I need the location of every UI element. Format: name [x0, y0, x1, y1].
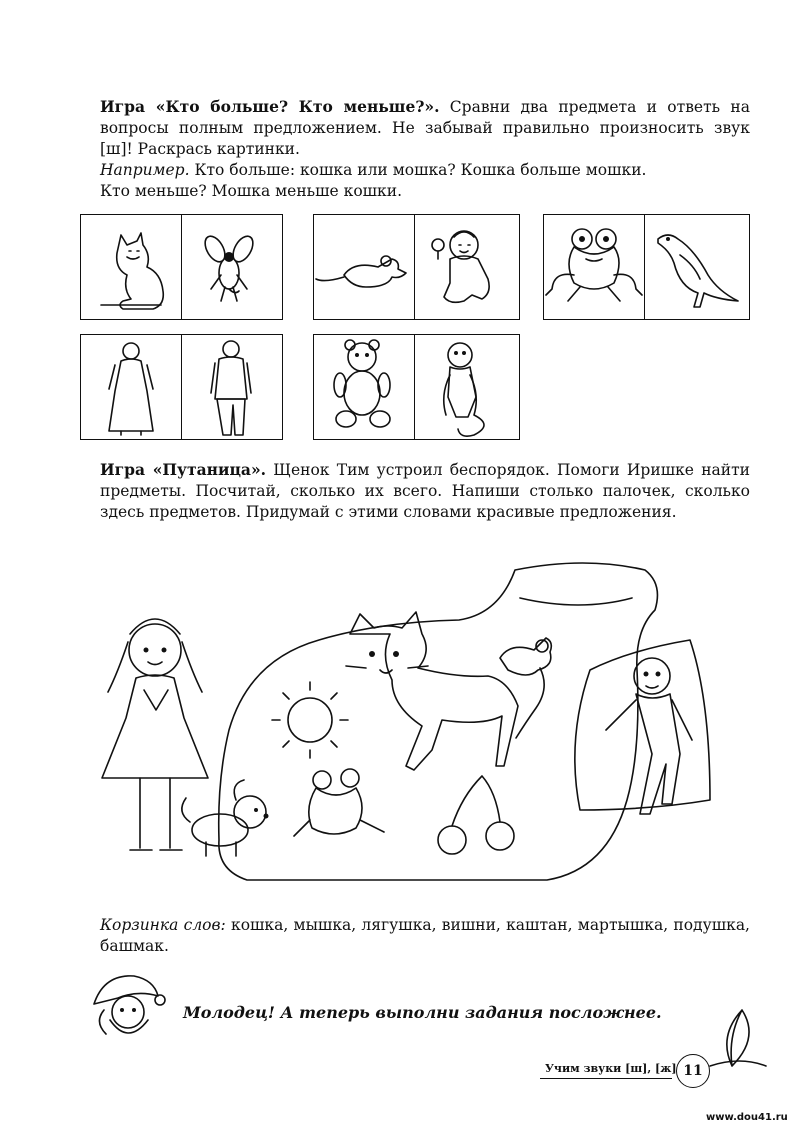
watermark: www.dou41.ru [706, 1112, 788, 1123]
cat-icon [101, 233, 163, 309]
game2-text: Щенок Тим устроил беспорядок. Помоги Иришке найти предметы. Посчитай, сколько их всего. Напиши столько палочек, сколько здесь предметов. Придумай с этими словами красивые предложения. [100, 461, 751, 521]
game1-instruction [100, 96, 750, 160]
cat-in-boot-icon [346, 612, 518, 770]
chestnut-icon [272, 682, 348, 758]
pair-card-grandparents [80, 334, 283, 440]
frog-in-boot-icon [294, 769, 384, 836]
puppy-icon [182, 780, 269, 856]
pair-card-mouse-baby-art [314, 215, 519, 319]
baby-icon [432, 231, 489, 302]
word-basket-words: кошка, мышка, лягушка, вишни, каштан, мартышка, подушка, башмак. [100, 916, 750, 955]
bird-icon [658, 235, 738, 307]
game2-title: Игра «Путаница». [100, 460, 267, 479]
game1-example [100, 160, 750, 181]
game1-text: Сравни два предмета и ответь на вопросы полным предложением. Не забывай правильно произносить звук [ш]! Раскрась картинки. [100, 98, 750, 158]
fly-icon [201, 233, 257, 301]
monkey-in-boot-icon [606, 658, 692, 814]
teddy-bear-icon [334, 340, 390, 427]
game1-example-line2: Кто меньше? Мошка меньше кошки. [100, 182, 403, 200]
grandmother-icon [109, 343, 153, 435]
game2-instruction [100, 459, 750, 523]
gnome-icon [80, 970, 170, 1040]
pair-card-bear-monkey [313, 334, 520, 440]
leaf-icon [700, 1000, 770, 1070]
game1-title: Игра «Кто больше? Кто меньше?». [100, 97, 440, 116]
frog-icon [546, 229, 642, 301]
pair-card-cat-fly-art [81, 215, 282, 319]
boot-illustration [60, 550, 780, 900]
footer-section: Учим звуки [ш], [ж] [545, 1062, 677, 1075]
word-basket-label: Корзинка слов: [100, 916, 226, 934]
pair-card-frog-bird [543, 214, 750, 320]
page-number-badge [676, 1054, 710, 1088]
word-basket [100, 915, 750, 957]
grandfather-icon [211, 341, 251, 435]
girl-icon [102, 619, 208, 850]
page-number: 11 [683, 1063, 703, 1079]
pair-card-bear-monkey-art [314, 335, 519, 439]
example-text: Кто больше: кошка или мошка? Кошка больше мошки. [189, 161, 647, 179]
mouse-icon [316, 256, 406, 287]
boot-icon [219, 563, 658, 880]
footer-rule [540, 1078, 672, 1079]
pair-card-cat-fly [80, 214, 283, 320]
pair-card-frog-bird-art [544, 215, 749, 319]
praise-text: Молодец! А теперь выполни задания посложнее. [183, 1003, 662, 1022]
cherries-icon [438, 776, 514, 854]
pair-card-grandparents-art [81, 335, 282, 439]
example-label: Например. [100, 161, 190, 179]
pair-card-mouse-baby [313, 214, 520, 320]
monkey-icon [444, 343, 484, 436]
pillow-icon [575, 640, 710, 810]
